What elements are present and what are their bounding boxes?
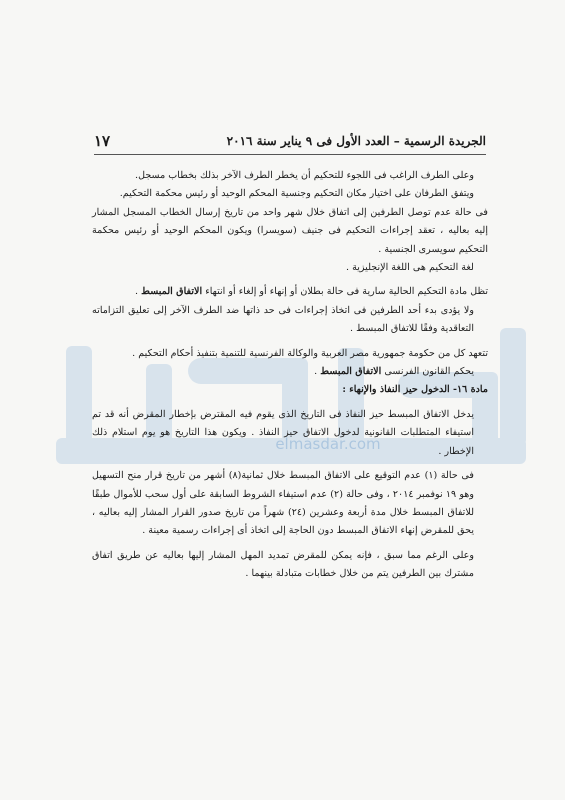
paragraph: فى حالة (١) عدم التوقيع على الاتفاق المبسط خلال ثمانية(٨) أشهر من تاريخ قرار منح التسهيل وهو ١٩ نوفمبر ٢٠١٤ ، وفى حالة (٢) عدم استيفاء الشروط السابقة على أول سحب للأموال طبقًا للاتفاق المبسط خلال مدة أربعة وعشرين (٢٤) شهراً من تاريخ صدور القرار المشار إليه بعاليه ، يحق للمقرض إنهاء الاتفاق المبسط دون الحاجة إلى اتخاذ أى إجراءات رسمية معينة . — [92, 470, 474, 537]
header-divider — [94, 154, 486, 155]
defined-term: الاتفاق المبسط — [141, 286, 203, 298]
paragraph: وعلى الرغم مما سبق ، فإنه يمكن للمقرض تمديد المهل المشار إليها بعاليه عن طريق اتفاق مشترك بين الطرفين يتم من خلال خطابات متبادلة بينهما . — [92, 549, 474, 580]
paragraph — [92, 363, 488, 381]
document-body — [92, 167, 488, 584]
paragraph: لغة التحكيم هى اللغة الإنجليزية . — [345, 262, 474, 274]
defined-term: الاتفاق المبسط — [320, 366, 382, 378]
paragraph — [92, 283, 488, 301]
paragraph: فى حالة عدم توصل الطرفين إلى اتفاق خلال شهر واحد من تاريخ إرسال الخطاب المسجل المشار إليه بعاليه ، تعقد إجراءات التحكيم فى جنيف (سويسرا) ويكون المحكم الوحيد أو رئيس محكمة التحكيم سويسرى الجنسية . — [92, 206, 488, 255]
paragraph: وعلى الطرف الراغب فى اللجوء للتحكيم أن يخطر الطرف الآخر بذلك بخطاب مسجل. — [135, 170, 474, 181]
watermark-site-text: elmasdar.com — [275, 435, 381, 453]
page-number: ١٧ — [94, 132, 111, 150]
paragraph-text: يحكم القانون الفرنسى — [381, 366, 474, 378]
paragraph: ولا يؤدى بدء أحد الطرفين فى اتخاذ إجراءات فى حد ذاتها ضد الطرف الآخر إلى تعليق التزاماته التعاقدية وفقًا للاتفاق المبسط . — [92, 304, 474, 335]
paragraph: تتعهد كل من حكومة جمهورية مصر العربية والوكالة الفرنسية للتنمية بتنفيذ أحكام التحكيم . — [132, 347, 488, 359]
paragraph-text: . — [314, 366, 321, 378]
header-title: الجريدة الرسمية – العدد الأول فى ٩ يناير سنة ٢٠١٦ — [226, 134, 486, 148]
paragraph: يدخل الاتفاق المبسط حيز النفاذ فى التاريخ الذى يقوم فيه المقترض بإخطار المقرض أنه قد تم استيفاء المتطلبات القانونية لدخول الاتفاق حيز النفاذ . ويكون هذا التاريخ هو يوم استلام ذلك الإخطار . — [92, 408, 474, 457]
paragraph-text: . — [135, 286, 142, 298]
paragraph: ويتفق الطرفان على اختيار مكان التحكيم وجنسية المحكم الوحيد أو رئيس محكمة التحكيم. — [119, 188, 474, 200]
article-heading: مادة ١٦- الدخول حيز النفاذ والإنهاء : — [342, 384, 488, 396]
paragraph-text: تظل مادة التحكيم الحالية سارية فى حالة بطلان أو إنهاء أو إلغاء أو انتهاء — [202, 286, 488, 298]
page-header — [94, 132, 486, 154]
